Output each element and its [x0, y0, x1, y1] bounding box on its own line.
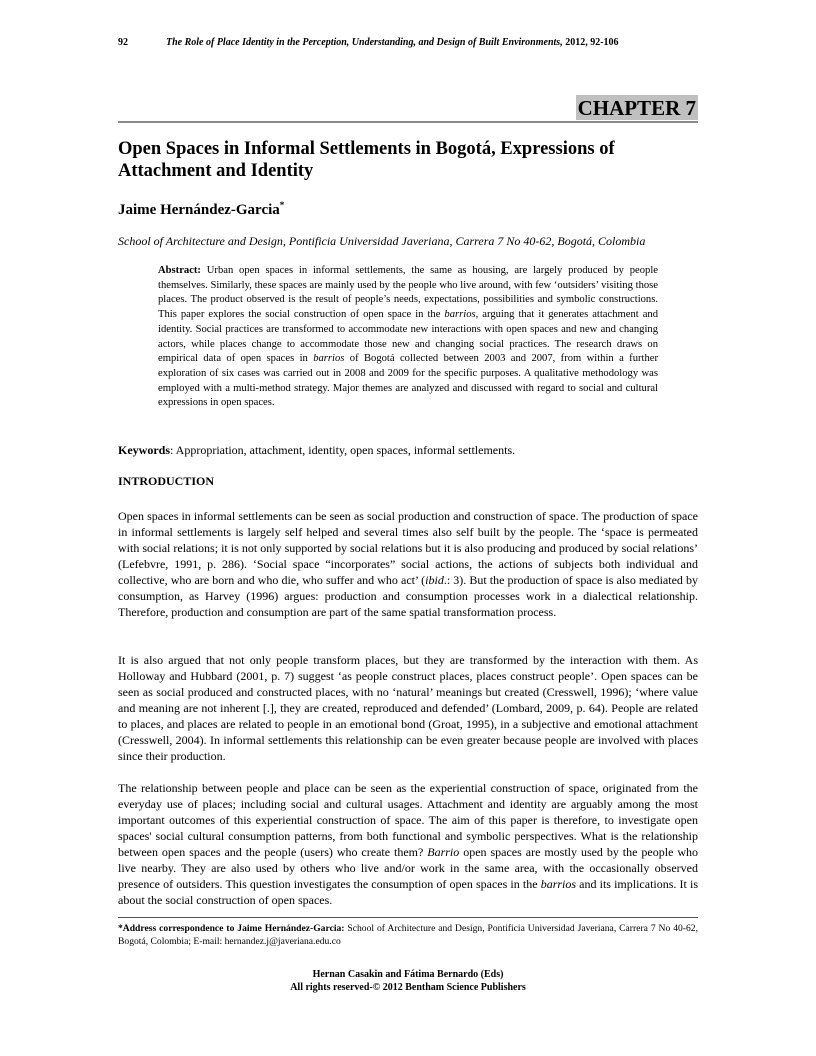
chapter-label: CHAPTER 7 — [577, 96, 696, 120]
paragraph-italic: barrios — [540, 877, 577, 891]
abstract-italic: barrios — [444, 309, 476, 321]
paragraph-italic: Barrio — [427, 845, 460, 859]
section-heading-introduction: INTRODUCTION — [118, 474, 215, 488]
intro-paragraph-1 — [118, 508, 698, 620]
footnote-label: *Address correspondence to Jaime Hernández-Garcia: — [118, 923, 345, 934]
keywords — [118, 443, 698, 458]
paragraph-text: .: 3). But the production of space is also mediated by consumption, as Harvey (1996) argues: production and consumption processes work in a dialectical relationship. Therefore, production and consumption are part of the same spatial transformation process. — [118, 573, 698, 619]
footnote-text: School of Architecture and Design, Pontificia Universidad Javeriana, Carrera 7 No 40-62, Bogotá, Colombia; E-mail: hernandez.j@javeriana.edu.co — [118, 923, 698, 947]
author-name: Jaime Hernández-Garcia — [118, 202, 280, 218]
author-footnote-mark: * — [279, 200, 285, 210]
chapter-divider — [118, 121, 698, 123]
abstract-text: , arguing that it generates attachment and identity. Social practices are transformed to accommodate new interactions with open spaces and new and changing actors, while places change to accommodate those new and changing social practices. The research draws on empirical data of open spaces in — [158, 309, 658, 365]
abstract-text: Urban open spaces in informal settlements, the same as housing, are largely produced by people themselves. Similarly, these spaces are mainly used by the people who live around, with few ‘outsiders’ visiting those places. The product observed is the result of people’s needs, expectations, possibilities and symbolic constructions. This paper explores the social construction of open space in the — [158, 265, 658, 321]
paragraph-text: and its implications. It is about the social construction of open spaces. — [118, 877, 698, 907]
paragraph-text: open spaces are mostly used by the people who live nearby. They are also used by others who live and/or work in the same area, with the occasionally observed presence of outsiders. This question investigates the consumption of open spaces in the — [118, 845, 698, 891]
running-header — [118, 37, 698, 48]
author-affiliation: School of Architecture and Design, Pontificia Universidad Javeriana, Carrera 7 No 40-62, Bogotá, Colombia — [118, 234, 646, 248]
intro-paragraph-3 — [118, 780, 698, 908]
keywords-label: Keywords — [118, 443, 170, 457]
footer-editors: Hernan Casakin and Fátima Bernardo (Eds) — [312, 969, 504, 980]
book-title-text: The Role of Place Identity in the Perception, Understanding, and Design of Built Environments, — [166, 37, 563, 48]
footer-rights: All rights reserved-© 2012 Bentham Science Publishers — [290, 982, 526, 993]
chapter-heading — [118, 95, 698, 120]
paragraph-text: Open spaces in informal settlements can be seen as social production and construction of space. The production of space in informal settlements is largely self helped and several times also self built by the people. The ‘space is permeated with social relations; it is not only supported by social relations but it is also producing and produced by social relations’ (Lefebvre, 1991, p. 286). ‘Social space “incorporates” social actions, the actions of subjects both individual and collective, who are born and who die, who suffer and who act’ ( — [118, 509, 698, 587]
abstract-italic: barrios — [313, 353, 345, 365]
footnote-divider — [118, 917, 698, 918]
footnote — [118, 923, 698, 948]
article-title: Open Spaces in Informal Settlements in Bogotá, Expressions of Attachment and Identity — [118, 139, 615, 181]
page-footer — [118, 968, 698, 994]
paragraph-italic: ibid — [425, 573, 444, 587]
author-line — [118, 200, 284, 219]
book-title — [166, 37, 619, 48]
year-pages: 2012, 92-106 — [562, 37, 619, 48]
page-number: 92 — [118, 37, 128, 48]
abstract-text: of Bogotá collected between 2003 and 2007, from within a further exploration of six cases was carried out in 2008 and 2009 for the specific purposes. A qualitative methodology was employed with a multi-method strategy. Major themes are analyzed and discussed with regard to social and cultural expressions in open spaces. — [158, 353, 658, 409]
paragraph-text: The relationship between people and place can be seen as the experiential construction of space, originated from the everyday use of places; including social and cultural usages. Attachment and identity are arguably among the most important outcomes of this experiential construction of space. The aim of this paper is therefore, to investigate open spaces' social cultural consumption patterns, from both functional and symbolic perspectives. What is the relationship between open spaces and the people (users) who create them? — [118, 781, 698, 859]
abstract-label: Abstract: — [158, 265, 201, 276]
intro-paragraph-2: It is also argued that not only people transform places, but they are transformed by the interaction with them. As Holloway and Hubbard (2001, p. 7) suggest ‘as people construct places, places construct people’. Open spaces can be seen as social produced and constructed places, with no ‘natural’ meanings but created (Cresswell, 1996); ‘where value and meaning are not inherent [.], they are created, reproduced and defended’ (Lombard, 2009, p. 64). People are related to places, and places are related to people in an emotional bond (Groat, 1995), in a subjective and emotional attachment (Cresswell, 2004). In informal settlements this relationship can be even greater because people are involved with places since their production. — [118, 653, 698, 763]
abstract — [158, 264, 658, 411]
keywords-text: : Appropriation, attachment, identity, open spaces, informal settlements. — [170, 443, 516, 457]
